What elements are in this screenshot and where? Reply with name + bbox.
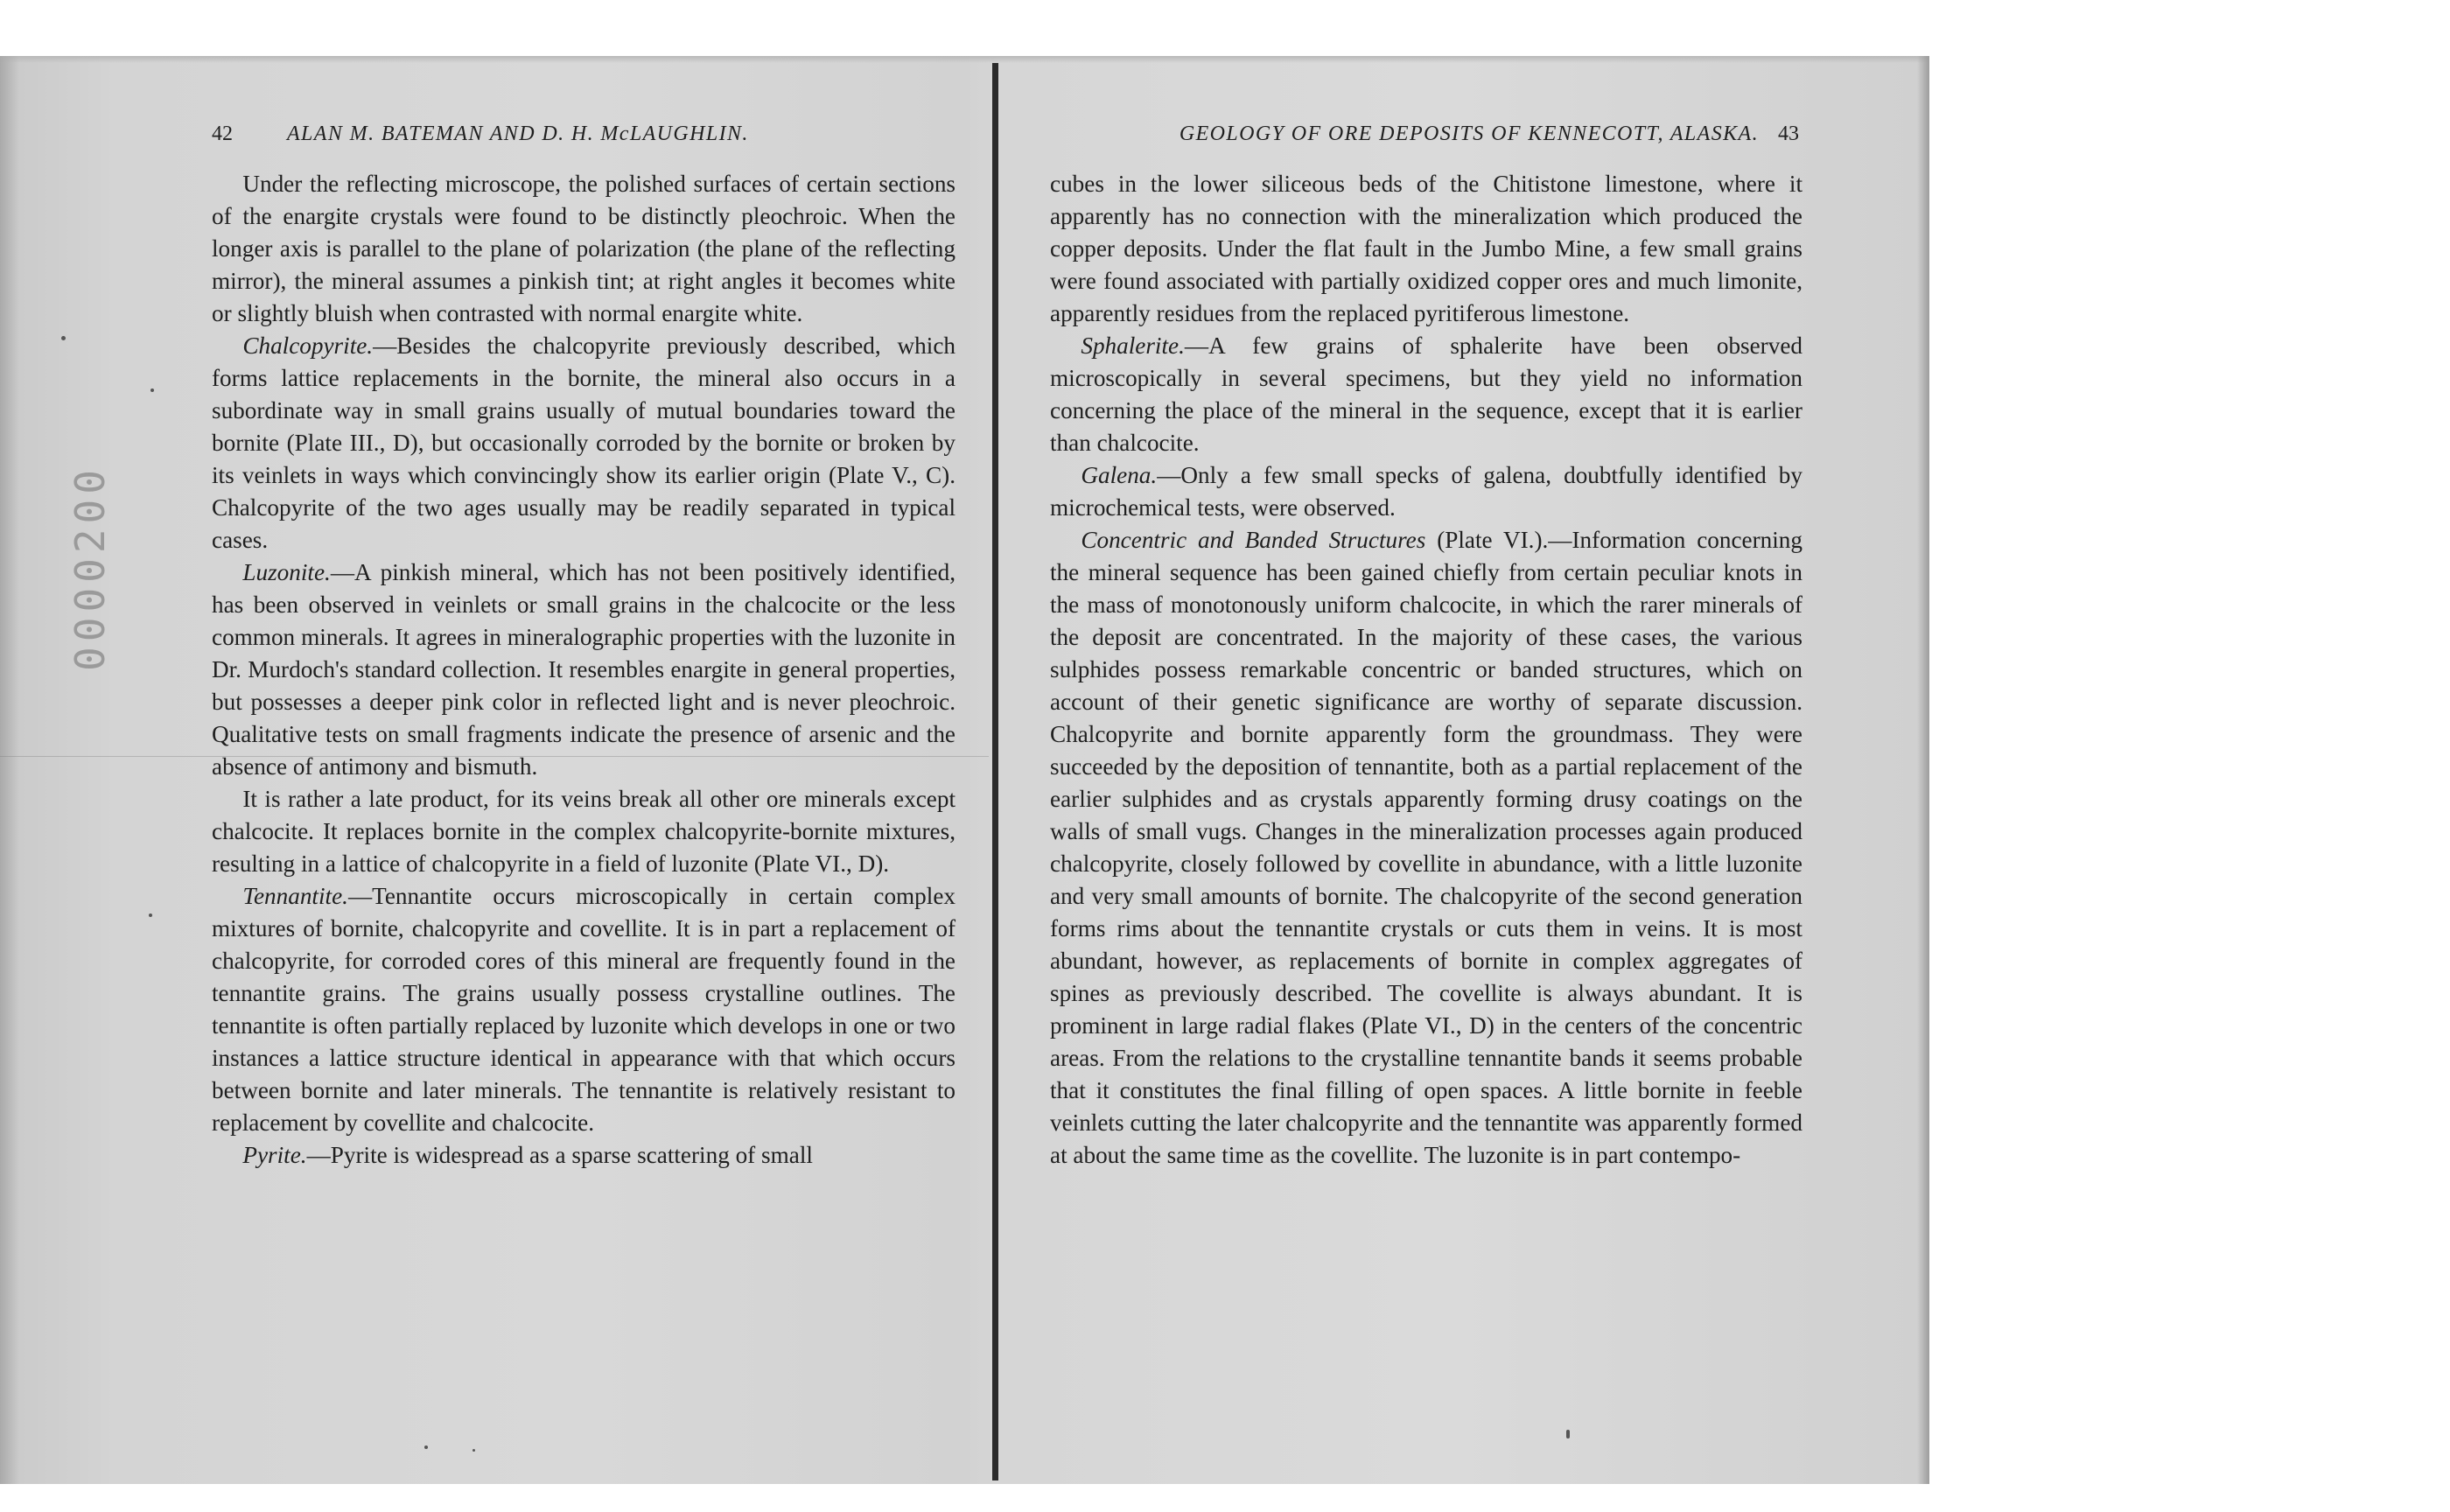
left-page bbox=[212, 122, 956, 1172]
paragraph: It is rather a late product, for its veins break all other ore minerals except chalcocite. It replaces bornite in the complex chalcopyrite-bornite mixtures, resulting in a lattice of chalcopyrite in a field of luzonite (Plate VI., D). bbox=[212, 786, 956, 877]
right-page-body bbox=[1050, 168, 1802, 1172]
paragraph: Chalcopyrite.—Besides the chalcopyrite previously described, which forms lattice replacements in the bornite, the mineral also occurs in a subordinate way in small grains usually of mutual boundaries toward the bornite (Plate III., D), but occasionally corroded by the bornite or broken by its veinlets in ways which convincingly show its earlier origin (Plate V., C). Chalcopyrite of the two ages usually may be readily separated in typical cases. bbox=[212, 332, 956, 553]
left-page-header bbox=[212, 122, 956, 164]
paragraph: Tennantite.—Tennantite occurs microscopically in certain complex mixtures of bornite, chalcopyrite and covellite. It is in part a replacement of chalcopyrite, for corroded cores of this mineral are frequently found in the tennantite grains. The grains usually possess crystalline outlines. The tennantite is often partially replaced by luzonite which develops in one or two instances a lattice structure identical in appearance with that which occurs between bornite and later minerals. The tennantite is relatively resistant to replacement by covellite and chalcocite. bbox=[212, 883, 956, 1136]
left-page-number: 42 bbox=[212, 122, 233, 145]
paragraph: Pyrite.—Pyrite is widespread as a sparse scattering of small bbox=[242, 1142, 813, 1168]
right-running-head: GEOLOGY OF ORE DEPOSITS OF KENNECOTT, ALASKA. bbox=[1179, 122, 1759, 145]
paragraph: Luzonite.—A pinkish mineral, which has not been positively identified, has been observed in veinlets or small grains in the chalcocite or the less common minerals. It agrees in mineralographic properties with the luzonite in Dr. Murdoch's standard collection. It resembles enargite in general properties, but possesses a deeper pink color in reflected light and is never pleochroic. Qualitative tests on small fragments indicate the presence of arsenic and the absence of antimony and bismuth. bbox=[212, 559, 956, 780]
scan-edge-right bbox=[1917, 56, 1929, 1484]
scan-edge-top bbox=[0, 56, 1929, 63]
scan-speck bbox=[472, 1449, 475, 1452]
left-page-body bbox=[212, 168, 956, 1172]
right-page bbox=[1050, 122, 1802, 1172]
section-heading: Chalcopyrite. bbox=[242, 332, 374, 359]
paragraph: Galena.—Only a few small specks of galena, doubtfully identified by microchemical tests, were observed. bbox=[1050, 462, 1802, 521]
scan-speck bbox=[424, 1446, 428, 1449]
paragraph: cubes in the lower siliceous beds of the Chitistone limestone, where it apparently has no connection with the mineralization which produced the copper deposits. Under the flat fault in the Jumbo Mine, a few small grains were found associated with partially oxidized copper ores and much limonite, apparently residues from the replaced pyritiferous limestone. bbox=[1050, 171, 1802, 326]
paragraph: Sphalerite.—A few grains of sphalerite have been observed microscopically in several specimens, but they yield no information concerning the place of the mineral in the sequence, except that it is earlier than chalcocite. bbox=[1050, 332, 1802, 456]
scan-speck bbox=[61, 336, 66, 340]
scan-speck bbox=[1566, 1430, 1570, 1438]
archive-stamp-number bbox=[66, 465, 114, 671]
right-page-header bbox=[1050, 122, 1802, 164]
scanned-book-spread bbox=[0, 56, 1929, 1484]
scan-edge-left bbox=[0, 56, 19, 1484]
section-heading: Sphalerite. bbox=[1081, 332, 1185, 359]
section-heading: Luzonite. bbox=[242, 559, 331, 585]
right-page-number: 43 bbox=[1778, 122, 1799, 145]
scan-speck bbox=[149, 914, 152, 917]
section-heading: Pyrite. bbox=[242, 1142, 307, 1168]
section-heading: Concentric and Banded Structures bbox=[1081, 527, 1426, 553]
paragraph: Under the reflecting microscope, the polished surfaces of certain sections of the enargite crystals were found to be distinctly pleochroic. When the longer axis is parallel to the plane of polarization (the plane of the reflecting mirror), the mineral assumes a pinkish tint; at right angles it becomes white or slightly bluish when contrasted with normal enargite white. bbox=[212, 171, 956, 326]
left-running-head: ALAN M. BATEMAN AND D. H. McLAUGHLIN. bbox=[287, 122, 749, 145]
section-heading: Galena. bbox=[1081, 462, 1158, 488]
book-gutter bbox=[992, 63, 998, 1480]
scan-speck bbox=[150, 388, 154, 392]
section-heading: Tennantite. bbox=[242, 883, 348, 909]
archive-stamp-text: 0000200 bbox=[66, 465, 114, 671]
paragraph: Concentric and Banded Structures (Plate VI.).—Information concerning the mineral sequence has been gained chiefly from certain peculiar knots in the mass of monotonously uniform chalcocite, in which the rarer minerals of the deposit are concentrated. In the majority of these cases, the various sulphides possess remarkable concentric or banded structures, which on account of their genetic significance are worthy of separate discussion. Chalcopyrite and bornite apparently form the groundmass. They were succeeded by the deposition of tennantite, both as a partial replacement of the earlier sulphides and as crystals apparently forming drusy coatings on the walls of small vugs. Changes in the mineralization processes again produced chalcopyrite, closely followed by covellite in abundance, with a little luzonite and very small amounts of bornite. The chalcopyrite of the second generation forms rims about the tennantite crystals or cuts them in veins. It is most abundant, however, as replacements of bornite in complex aggregates of spines as previously described. The covellite is always abundant. It is prominent in large radial flakes (Plate VI., D) in the centers of the concentric areas. From the relations to the crystalline tennantite bands it seems probable that it constitutes the final filling of open spaces. A little bornite in feeble veinlets cutting the later chalcopyrite and the tennantite was apparently formed at about the same time as the covellite. The luzonite is in part contempo- bbox=[1050, 527, 1802, 1168]
